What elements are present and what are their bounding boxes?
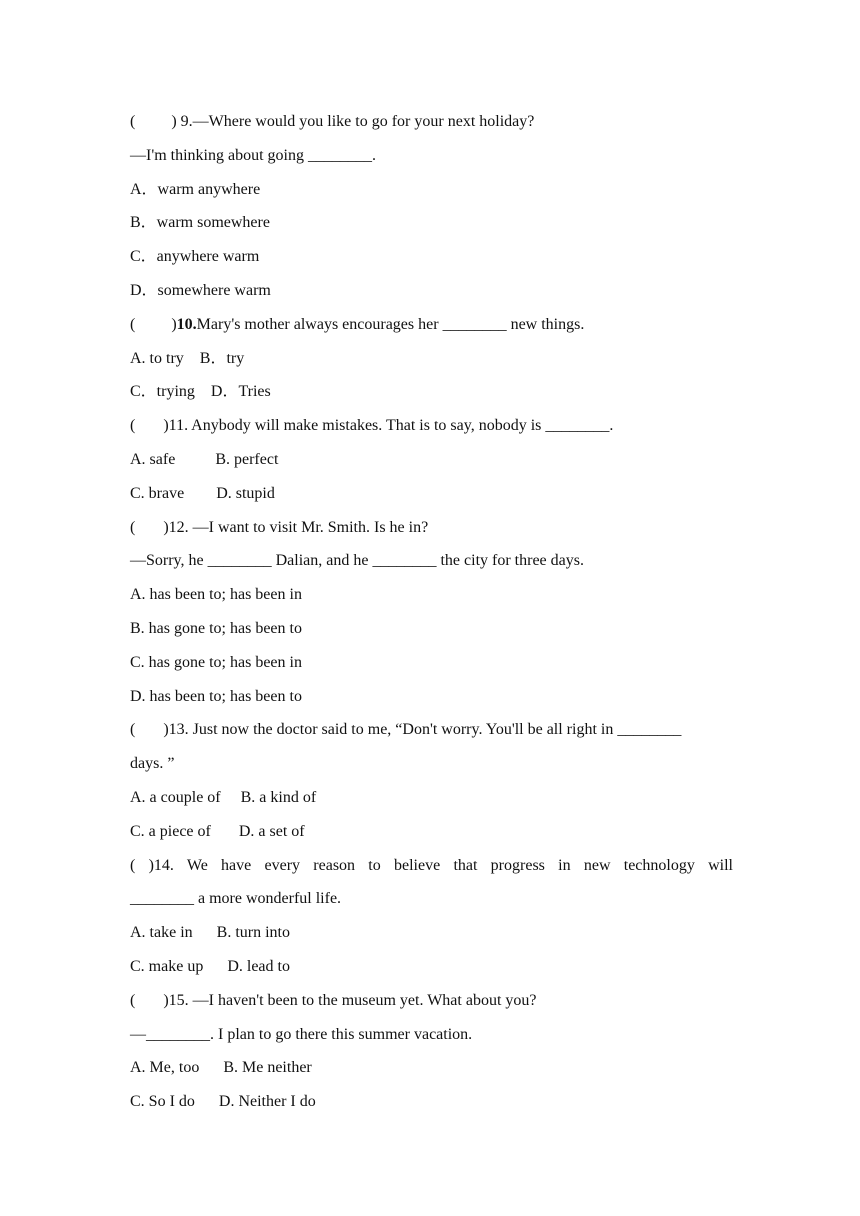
- question-12-option-c: C. has gone to; has been in: [130, 653, 302, 671]
- question-9-reply: —I'm thinking about going ________.: [130, 146, 376, 164]
- question-10-answer-blank: ( ): [130, 315, 177, 333]
- question-13-options-cd: C. a piece of D. a set of: [130, 822, 305, 840]
- question-11-options-ab: A. safe B. perfect: [130, 450, 279, 468]
- question-10-number: 10.: [176, 315, 197, 333]
- question-10-text: Mary's mother always encourages her ________ new things.: [196, 315, 585, 333]
- question-10-stem: [130, 312, 733, 346]
- question-14-options-cd: C. make up D. lead to: [130, 957, 290, 975]
- question-9-option-a: A．warm anywhere: [130, 180, 261, 198]
- question-13-stem: ( )13. Just now the doctor said to me, “Don't worry. You'll be all right in ________: [130, 721, 682, 739]
- question-11-options-cd: C. brave D. stupid: [130, 484, 275, 502]
- question-10-options-ab: A. to try B．try: [130, 349, 245, 367]
- question-12-stem: ( )12. —I want to visit Mr. Smith. Is he in?: [130, 518, 429, 536]
- question-14-stem: ( )14. We have every reason to believe that progress in new technology will: [130, 856, 733, 874]
- question-12-option-d: D. has been to; has been to: [130, 687, 302, 705]
- question-9-stem: ( ) 9.—Where would you like to go for your next holiday?: [130, 113, 535, 130]
- question-15-options-cd: C. So I do D. Neither I do: [130, 1093, 316, 1111]
- question-14-options-ab: A. take in B. turn into: [130, 924, 290, 942]
- question-12-option-b: B. has gone to; has been to: [130, 619, 302, 637]
- question-14-stem-continued: ________ a more wonderful life.: [130, 890, 342, 908]
- question-12-reply: —Sorry, he ________ Dalian, and he ________ the city for three days.: [130, 552, 584, 570]
- question-15-stem: ( )15. —I haven't been to the museum yet. What about you?: [130, 991, 537, 1009]
- question-13-stem-continued: days. ”: [130, 755, 175, 773]
- exercise-content: [130, 109, 733, 1123]
- question-11-stem: ( )11. Anybody will make mistakes. That is to say, nobody is ________.: [130, 417, 614, 435]
- question-9-option-d: D．somewhere warm: [130, 281, 271, 299]
- question-15-reply: —________. I plan to go there this summer vacation.: [130, 1025, 473, 1043]
- question-10-options-cd: C．trying D．Tries: [130, 383, 271, 401]
- question-13-options-ab: A. a couple of B. a kind of: [130, 788, 317, 806]
- question-15-options-ab: A. Me, too B. Me neither: [130, 1059, 312, 1077]
- question-9-option-c: C．anywhere warm: [130, 248, 260, 266]
- question-9-option-b: B．warm somewhere: [130, 214, 270, 232]
- question-12-option-a: A. has been to; has been in: [130, 586, 302, 604]
